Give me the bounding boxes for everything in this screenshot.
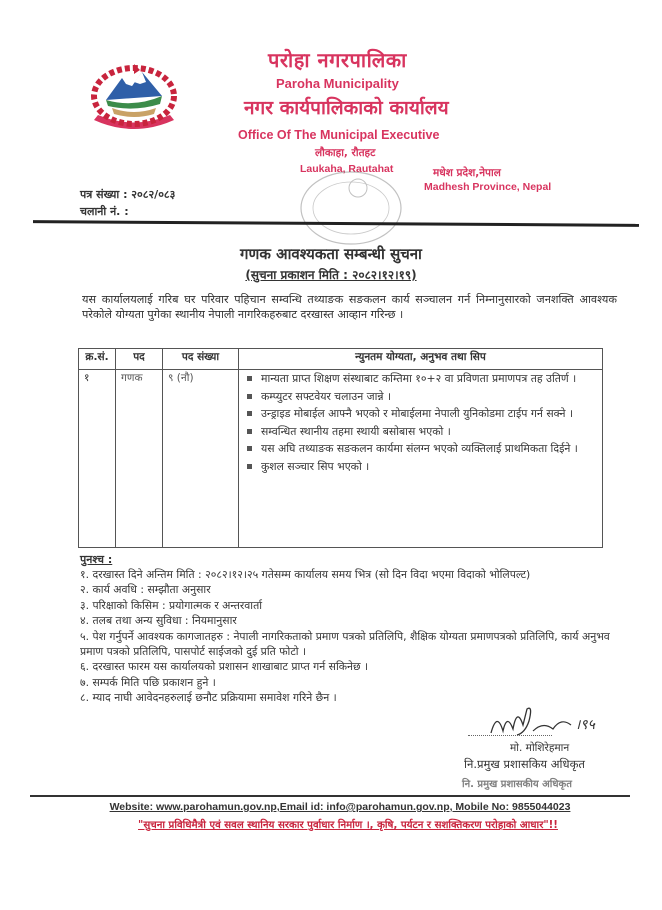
reference-block — [80, 186, 175, 220]
header-post: पद — [116, 349, 163, 370]
table-header-row — [79, 349, 603, 370]
bullet-icon — [247, 394, 252, 399]
bullet-icon — [247, 464, 252, 469]
province-en: Madhesh Province, Nepal — [424, 181, 552, 193]
header-count: पद संख्या — [163, 349, 239, 370]
bullet-icon — [247, 446, 252, 451]
signature-line — [468, 735, 552, 736]
qualification-text: सम्वन्धित स्थानीय तहमा स्थायी बसोबास भएको । — [261, 424, 451, 438]
dispatch-number: चलानी नं. : — [80, 205, 129, 218]
postscript-item: ४. तलब तथा अन्य सुविधा : नियमानुसार — [80, 614, 237, 628]
list-item — [245, 442, 596, 457]
bullet-icon — [247, 376, 252, 381]
footer-contact: Website: www.parohamun.gov.np,Email id: info@parohamun.gov.np, Mobile No: 9855044023 — [109, 801, 571, 813]
municipality-name-np: परोहा नगरपालिका — [268, 48, 407, 72]
notice-title: गणक आवश्यकता सम्बन्धी सुचना — [240, 245, 422, 263]
qualification-text: कम्प्युटर सफ्टवेयर चलाउन जान्ने । — [261, 389, 392, 403]
postscript-item: ५. पेश गर्नुपर्ने आवश्यक कागजातहरु : नेपाली नागरिकताको प्रमाण पत्रको प्रतिलिपि, शैक्षिक योग्यता प्रमाणपत्रको प्रतिलिपि, कार्य अनुभव प्रमाण पत्रको प्रतिलिपि, पासपोर्ट साईजको दुई प्रति फोटो । — [80, 629, 610, 659]
postscript-item: ७. सम्पर्क मिति पछि प्रकाशन हुने । — [80, 675, 216, 689]
header-qualifications: न्युनतम योग्यता, अनुभव तथा सिप — [239, 349, 603, 370]
publication-date: (सुचना प्रकाशन मिति : २०८२।१२।१९) — [245, 268, 417, 282]
postscript-item: ६. दरखास्त फारम यस कार्यालयको प्रशासन शाखाबाट प्राप्त गर्न सकिनेछ । — [80, 660, 369, 674]
table-row — [79, 370, 603, 548]
office-name-np: नगर कार्यपालिकाको कार्यालय — [244, 97, 449, 119]
office-name-en: Office Of The Municipal Executive — [238, 128, 440, 142]
qualification-text: कुशल सञ्चार सिप भएको । — [261, 459, 370, 473]
signatory-stamp: नि. प्रमुख प्रशासकीय अधिकृत — [462, 779, 572, 790]
footer-slogan: "सुचना प्रविधिमैत्री एवं सवल स्थानिय सरकार पुर्वाधार निर्माण ।, कृषि, पर्यटन र सशक्तिकरण परोहाको आधार"!! — [138, 820, 558, 831]
cell-post: गणक — [116, 370, 163, 548]
qualification-text: यस अघि तथ्याङक सङकलन कार्यमा संलग्न भएको व्यक्तिलाई प्राथमिकता दिईने । — [261, 442, 578, 456]
postscript-item: २. कार्य अवधि : सम्झौता अनुसार — [80, 583, 211, 597]
letter-number: पत्र संख्या : २०८२/०८३ — [80, 188, 176, 201]
notice-intro: यस कार्यालयलाई गरिब घर परिवार पहिचान सम्वन्धि तथ्याङक सङकलन कार्य सञ्चालन गर्न निम्नानुसारको जनशक्ति आवश्यक परेकोले योग्यता पुगेका स्थानीय नेपाली नागरिकहरुबाट दरखास्त आव्हान गरिन्छ । — [82, 293, 617, 321]
postscript-item: ३. परिक्षाको किसिम : प्रयोगात्मक र अन्तरवार्ता — [80, 598, 263, 612]
list-item — [245, 460, 596, 475]
cell-qualifications — [239, 370, 603, 548]
handwritten-signature — [487, 703, 612, 743]
office-stamp — [296, 168, 406, 248]
cell-sn: १ — [79, 370, 116, 548]
postscript-item: ८. म्याद नाघी आवेदनहरुलाई छनौट प्रक्रियामा समावेश गरिने छैन । — [80, 691, 337, 705]
postscript-item: १. दरखास्त दिने अन्तिम मिति : २०८२।१२।२५ गतेसम्म कार्यालय समय भित्र (सो दिन विदा भएमा विदाको भोलिपल्ट) — [80, 568, 531, 581]
qualification-list — [245, 372, 596, 475]
list-item — [245, 390, 596, 405]
svg-text:।९५: ।९५ — [575, 717, 595, 733]
emblem-logo — [84, 60, 184, 130]
cell-count: ९ (नौ) — [163, 370, 239, 548]
municipality-name-en: Paroha Municipality — [276, 76, 399, 91]
list-item — [245, 407, 596, 422]
signatory-title: नि.प्रमुख प्रशासकिय अधिकृत — [464, 757, 585, 771]
qualification-text: मान्यता प्राप्त शिक्षण संस्थाबाट कम्तिमा १०+२ वा प्रविणता प्रमाणपत्र तह उतिर्ण । — [261, 372, 577, 385]
list-item — [245, 372, 596, 387]
signatory-name: मो. मोशिरेहमान — [510, 742, 570, 754]
footer-divider — [30, 795, 630, 797]
postscript-heading: पुनश्च : — [80, 553, 113, 566]
list-item — [245, 425, 596, 440]
location-en: Laukaha, Rautahat — [300, 163, 394, 175]
location-np: लौकाहा, रौतहट — [315, 147, 376, 159]
qualification-text: उन्ड्राइड मोबाईल आफ्नै भएको र मोबाईलमा नेपाली युनिकोडमा टाईप गर्न सक्ने । — [261, 407, 574, 421]
requirements-table — [78, 348, 603, 548]
bullet-icon — [247, 429, 252, 434]
bullet-icon — [247, 411, 252, 416]
province-np: मधेश प्रदेश,नेपाल — [433, 167, 501, 179]
header-sn: क्र.सं. — [79, 349, 116, 370]
postscript-list — [80, 567, 620, 706]
notice-subtitle — [0, 266, 662, 283]
